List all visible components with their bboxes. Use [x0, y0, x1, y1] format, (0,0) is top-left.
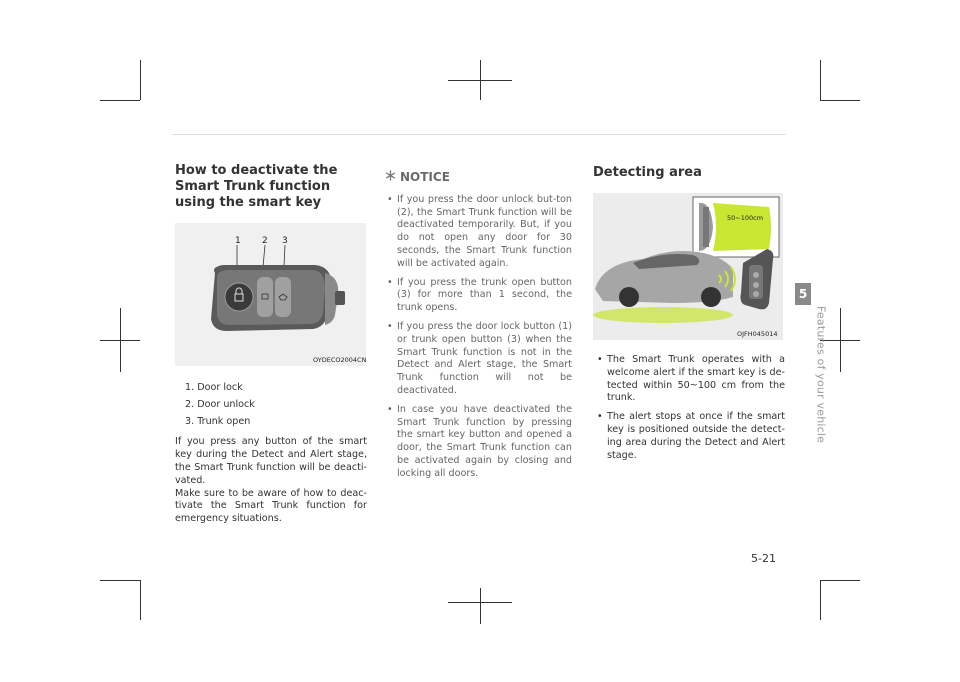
image-caption: OJFH045014	[737, 330, 778, 338]
list-item: 2. Door unlock	[185, 398, 255, 410]
paragraph: If you press any button of the smart key during the Detect and Alert stage, the Smart Trunk function will be deacti-vated.	[175, 436, 367, 486]
crop-mark	[448, 80, 512, 81]
callout-label-1: 1	[235, 236, 241, 246]
asterisk-icon	[385, 170, 396, 184]
crop-mark	[820, 100, 860, 101]
section-heading-deactivate	[175, 163, 370, 211]
list-item: • If you press the door lock button (1) or trunk open button (3) when the Smart Trunk function is not in the Detect and Alert stage, the Smart Trunk function will not be deactivated.	[385, 321, 572, 398]
list-item: 3. Trunk open	[185, 415, 251, 427]
list-item: 1. Door lock	[185, 382, 243, 393]
crop-mark	[820, 580, 860, 581]
list-item: • The alert stops at once if the smart key is positioned outside the detect-ing area during the Detect and Alert stage.	[595, 411, 785, 462]
section-heading-detecting	[593, 165, 783, 181]
image-caption: OYDECO2004CN	[313, 356, 367, 364]
list-item: • In case you have deactivated the Smart Trunk function by pressing the smart key button and opened a door, the Smart Trunk function can be activated again by closing and locking all doors.	[385, 404, 572, 481]
crop-mark	[480, 588, 481, 624]
chapter-title-text: Features of your vehicle	[814, 306, 828, 444]
crop-mark	[100, 340, 140, 341]
button-list	[175, 382, 367, 428]
left-body	[175, 376, 367, 526]
smart-key-illustration	[175, 223, 366, 366]
crop-mark	[820, 580, 821, 620]
list-item: • The Smart Trunk operates with a welcome alert if the smart key is de-tected within 50~100 cm from the trunk.	[595, 354, 785, 405]
chapter-tab	[795, 283, 811, 305]
page-number: 5-21	[751, 552, 776, 565]
crop-mark	[448, 602, 512, 603]
chapter-title	[812, 306, 830, 476]
notice-header	[385, 170, 572, 184]
notice-box	[385, 170, 572, 487]
notice-list	[385, 194, 572, 481]
list-item: • If you press the trunk open button (3) for more than 1 second, the trunk opens.	[385, 277, 572, 315]
smart-key-image	[175, 223, 366, 366]
crop-mark	[140, 60, 141, 100]
heading-text: Detecting area	[593, 165, 702, 180]
crop-mark	[100, 100, 140, 101]
right-body	[595, 354, 785, 468]
chapter-number: 5	[798, 287, 808, 301]
crop-mark	[820, 60, 821, 100]
callout-label-3: 3	[282, 236, 288, 246]
heading-text: How to deactivate the Smart Trunk function using the smart key	[175, 163, 338, 210]
paragraph: Make sure to be aware of how to deac-tivate the Smart Trunk function for emergency situations.	[175, 487, 367, 525]
callout-label-2: 2	[262, 236, 268, 246]
range-label: 50~100cm	[727, 214, 764, 222]
crop-mark	[100, 580, 140, 581]
list-item: • If you press the door unlock but-ton (2), the Smart Trunk function will be deactivated temporarily. But, if you do not open any door for 30 seconds, the Smart Trunk function will be activated again.	[385, 194, 572, 271]
crop-mark	[140, 580, 141, 620]
header-rule	[172, 134, 786, 135]
notice-title: NOTICE	[400, 169, 450, 184]
detecting-list	[595, 354, 785, 462]
